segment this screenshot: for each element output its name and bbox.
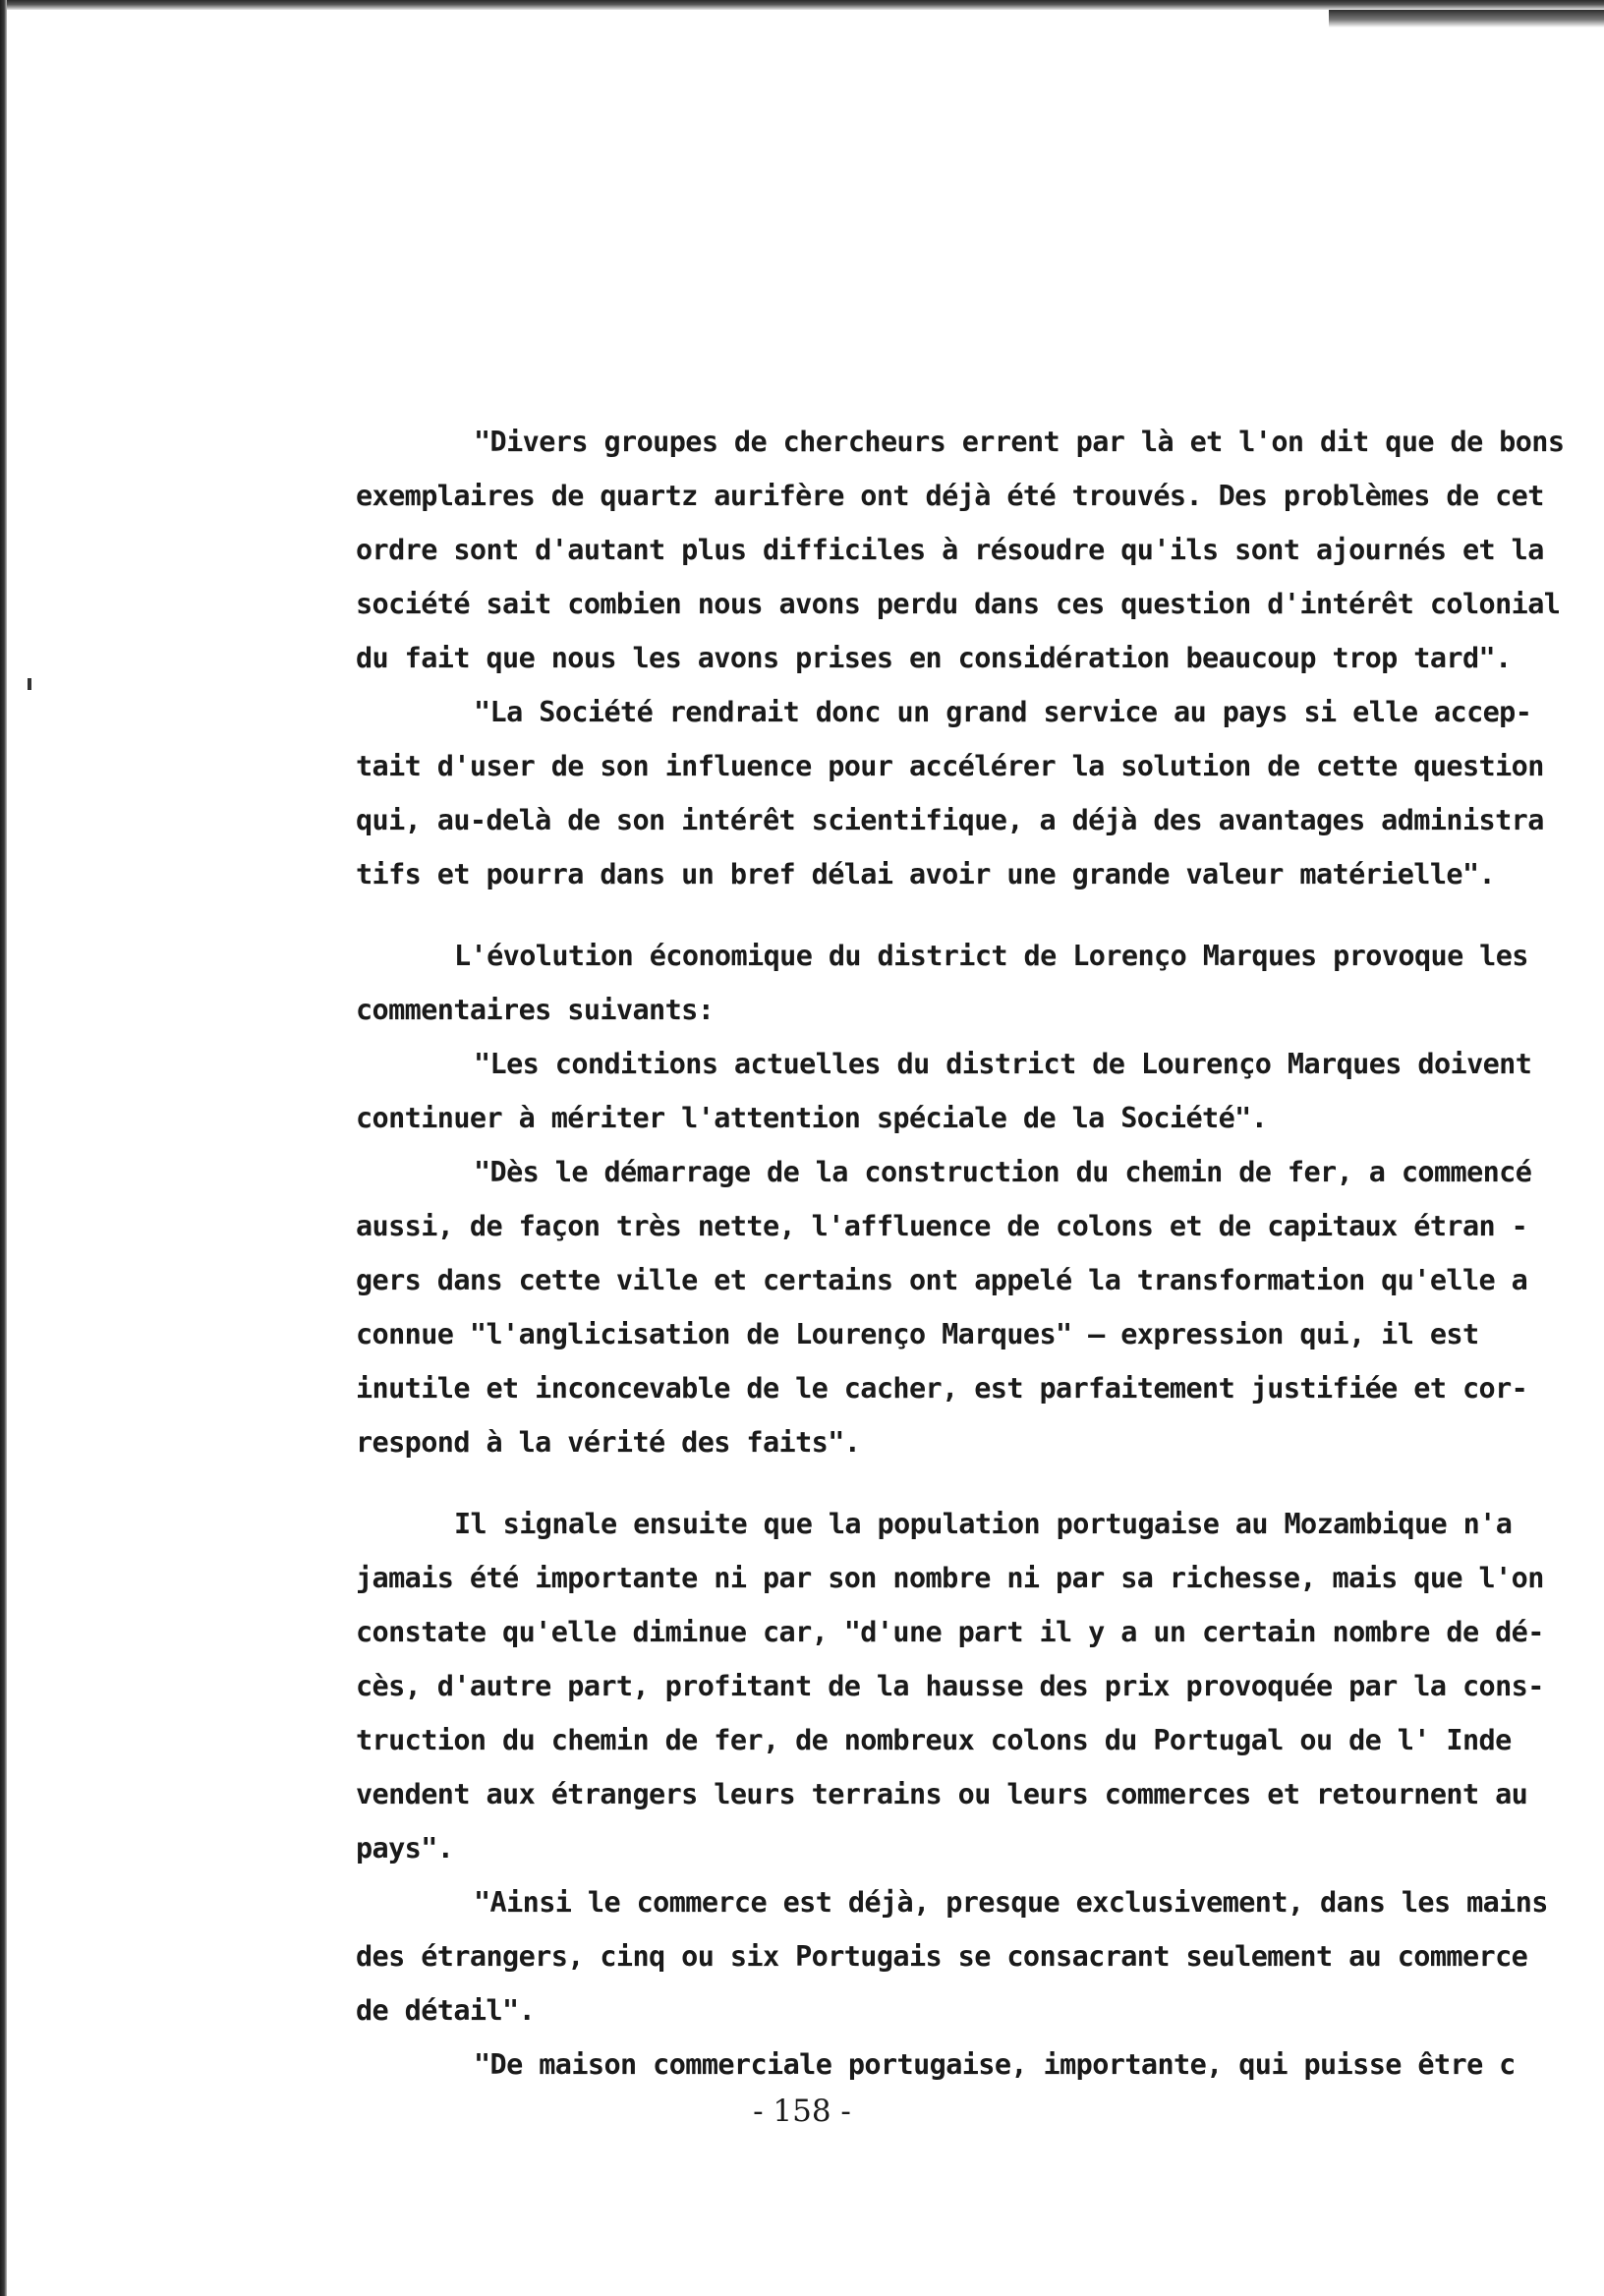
text-line: exemplaires de quartz aurifère ont déjà été trouvés. Des problèmes de cet: [356, 480, 1544, 512]
text-line: commentaires suivants:: [356, 994, 715, 1026]
text-line: cès, d'autre part, profitant de la hausse des prix provoquée par la cons-: [356, 1670, 1544, 1702]
stray-mark: [28, 678, 31, 690]
text-line: des étrangers, cinq ou six Portugais se consacrant seulement au commerce: [356, 1940, 1528, 1973]
text-line: jamais été importante ni par son nombre ni par sa richesse, mais que l'on: [356, 1562, 1544, 1594]
text-line: constate qu'elle diminue car, "d'une part il y a un certain nombre de dé-: [356, 1616, 1544, 1648]
text-line: "Divers groupes de chercheurs errent par là et l'on dit que de bons: [474, 426, 1565, 458]
scan-edge-top: [0, 0, 1604, 10]
text-line: "La Société rendrait donc un grand service au pays si elle accep-: [474, 696, 1532, 728]
text-line: de détail".: [356, 1994, 536, 2027]
text-line: continuer à mériter l'attention spéciale de la Société".: [356, 1102, 1268, 1134]
text-line: aussi, de façon très nette, l'affluence de colons et de capitaux étran -: [356, 1210, 1528, 1242]
text-line: qui, au-delà de son intérêt scientifique, a déjà des avantages administra: [356, 804, 1544, 836]
text-line: "De maison commerciale portugaise, importante, qui puisse être c: [474, 2048, 1516, 2081]
text-line: L'évolution économique du district de Lorenço Marques provoque les: [454, 940, 1528, 972]
text-line: tait d'user de son influence pour accélérer la solution de cette question: [356, 750, 1544, 782]
text-line: pays".: [356, 1832, 454, 1865]
text-line: truction du chemin de fer, de nombreux colons du Portugal ou de l' Inde: [356, 1724, 1512, 1756]
text-line: "Dès le démarrage de la construction du chemin de fer, a commencé: [474, 1156, 1532, 1188]
scan-edge-left: [0, 0, 7, 2296]
text-line: vendent aux étrangers leurs terrains ou leurs commerces et retournent au: [356, 1778, 1528, 1810]
text-line: ordre sont d'autant plus difficiles à résoudre qu'ils sont ajournés et la: [356, 534, 1544, 566]
text-line: "Ainsi le commerce est déjà, presque exclusivement, dans les mains: [474, 1886, 1548, 1919]
scan-edge-top-right: [1329, 10, 1604, 28]
page-number: - 158 -: [753, 2094, 851, 2129]
text-line: inutile et inconcevable de le cacher, est parfaitement justifiée et cor-: [356, 1372, 1528, 1405]
document-body: [356, 415, 1565, 2092]
text-line: tifs et pourra dans un bref délai avoir une grande valeur matérielle".: [356, 858, 1496, 890]
text-line: du fait que nous les avons prises en considération beaucoup trop tard".: [356, 642, 1512, 674]
text-line: société sait combien nous avons perdu dans ces question d'intérêt colonial: [356, 588, 1561, 620]
text-line: connue "l'anglicisation de Lourenço Marques" — expression qui, il est: [356, 1318, 1479, 1350]
text-line: gers dans cette ville et certains ont appelé la transformation qu'elle a: [356, 1264, 1528, 1296]
text-line: respond à la vérité des faits".: [356, 1426, 861, 1459]
text-line: Il signale ensuite que la population portugaise au Mozambique n'a: [454, 1508, 1513, 1540]
text-line: "Les conditions actuelles du district de Lourenço Marques doivent: [474, 1048, 1532, 1080]
